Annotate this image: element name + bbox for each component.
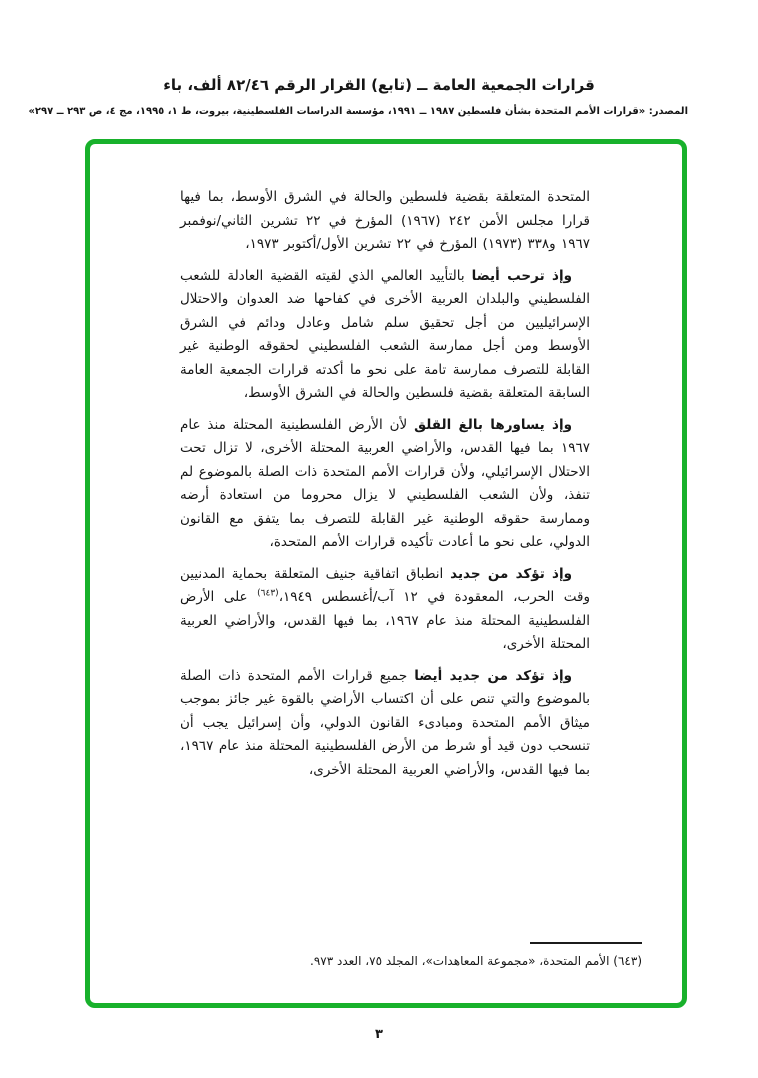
paragraph-lead: وإذ تؤكد من جديد (450, 565, 572, 582)
page-title: قرارات الجمعية العامة ــ (تابع) القرار الرقم ٨٢/٤٦ ألف، باء (163, 76, 595, 94)
paragraph-text: جميع قرارات الأمم المتحدة ذات الصلة بالموضوع والتي تنص على أن اكتساب الأراضي بالقوة غير جائز بموجب ميثاق الأمم المتحدة ومبادىء القانون الدولي، وأن إسرائيل يجب أن تنسحب دون قيد أو شرط من الأرض الفلسطينية المحتلة منذ عام ١٩٦٧، بما فيها القدس، والأراضي العربية المحتلة الأخرى، (180, 667, 590, 778)
source-citation: المصدر: «قرارات الأمم المتحدة بشأن فلسطين ١٩٨٧ ــ ١٩٩١، مؤسسة الدراسات الفلسطينية، بيروت، ط ١، ١٩٩٥، مج ٤، ص ٢٩٣ ــ ٢٩٧» (28, 106, 688, 117)
paragraph-text: انطباق اتفاقية جنيف المتعلقة بحماية المدنيين وقت الحرب، المعقودة في ١٢ آب/أغسطس ١٩٤٩، (180, 565, 591, 605)
paragraph-text: بالتأييد العالمي الذي لقيته القضية العادلة للشعب الفلسطيني والبلدان العربية الأخرى في كفاحها ضد العدوان والاحتلال الإسرائيليين من أجل تحقيق سلم شامل وعادل ودائم في الشرق الأوسط ومن أجل ممارسة الشعب الفلسطيني لحقوقه الوطنية غير القابلة للتصرف ممارسة تامة على نحو ما أكدته قرارات الجمعية العامة السابقة المتعلقة بقضية فلسطين والحالة في الشرق الأوسط، (180, 267, 590, 401)
paragraph-text: لأن الأرض الفلسطينية المحتلة منذ عام ١٩٦٧ بما فيها القدس، والأراضي العربية المحتلة الأخرى، لا تزال تحت الاحتلال الإسرائيلي، ولأن قرارات الأمم المتحدة ذات الصلة بالموضوع لم تنفذ، ولأن الشعب الفلسطيني لا يزال محروما من استعادة أرضه وممارسة حقوقه الوطنية غير القابلة للتصرف بما يتفق مع القانون الدولي، على نحو ما أعادت تأكيده قرارات الأمم المتحدة، (180, 416, 590, 550)
footnote-block (310, 942, 642, 970)
page-number: ٣ (375, 1027, 383, 1042)
paragraph-text: على الأرض الفلسطينية المحتلة منذ عام ١٩٦٧، بما فيها القدس، والأراضي العربية المحتلة الأخرى، (180, 589, 590, 652)
paragraph-lead: وإذ يساورها بالغ القلق (414, 416, 572, 433)
document-body (180, 186, 590, 790)
document-frame (85, 139, 687, 1008)
paragraph-lead: وإذ ترحب أيضا (471, 267, 573, 284)
body-paragraph-1 (180, 186, 590, 257)
body-paragraph-5 (180, 665, 590, 783)
body-paragraph-4 (180, 563, 590, 657)
paragraph-lead: وإذ تؤكد من جديد أيضا (414, 667, 572, 684)
body-paragraph-3 (180, 414, 590, 555)
footnote-text: (٦٤٣) الأمم المتحدة، «مجموعة المعاهدات»، المجلد ٧٥، العدد ٩٧٣. (310, 954, 642, 968)
footnote-separator (530, 942, 642, 944)
paragraph-text: المتحدة المتعلقة بقضية فلسطين والحالة في الشرق الأوسط، بما فيها قرارا مجلس الأمن ٢٤٢ (١٩٦٧) المؤرخ في ٢٢ تشرين الثاني/نوفمبر ١٩٦٧ و٣٣٨ (١٩٧٣) المؤرخ في ٢٢ تشرين الأول/أكتوبر ١٩٧٣، (180, 189, 590, 252)
footnote-reference: (٦٤٣) (257, 588, 279, 599)
body-paragraph-2 (180, 265, 590, 406)
